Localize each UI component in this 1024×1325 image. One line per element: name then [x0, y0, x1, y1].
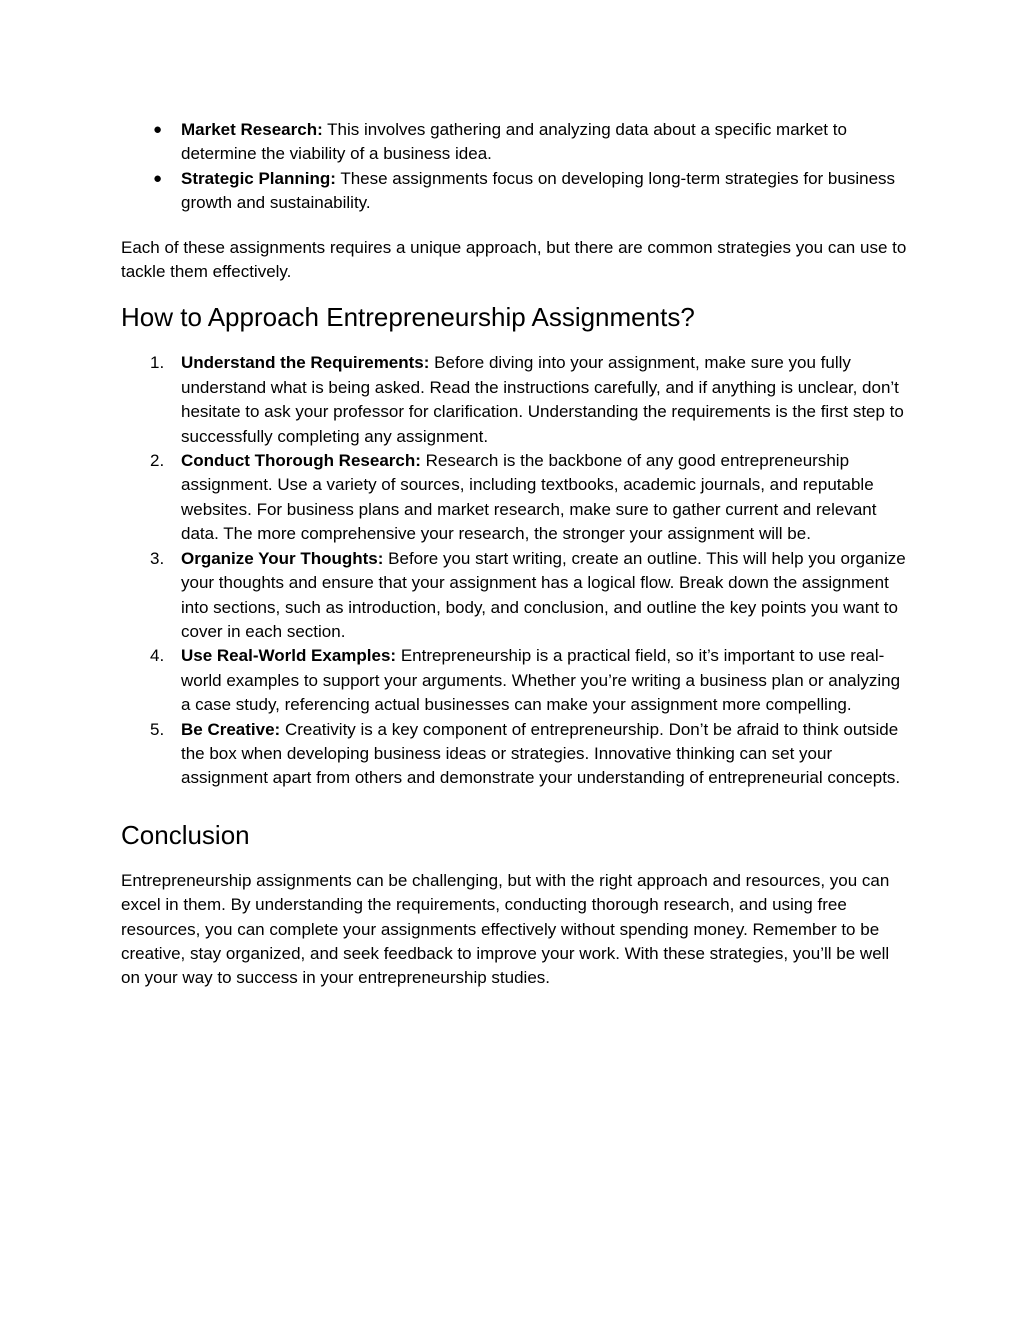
document-body: [121, 118, 911, 991]
list-number: 2.: [150, 451, 165, 471]
bullet-icon: ●: [153, 121, 163, 138]
list-item: [121, 547, 911, 645]
list-item-text: This involves gathering and analyzing data about a specific market to determine the viability of a business idea.: [181, 120, 847, 164]
list-item-text: Entrepreneurship is a practical field, so it’s important to use real-world examples to support your arguments. Whether you’re writing a business plan or analyzing a case study, referencing actual businesses can make your assignment more compelling.: [181, 646, 901, 715]
list-item-lead: Conduct Thorough Research:: [181, 451, 421, 471]
section-heading-approach: How to Approach Entrepreneurship Assignments?: [121, 302, 695, 333]
list-item: [121, 351, 911, 449]
list-number: 1.: [150, 353, 165, 373]
list-number: 4.: [150, 646, 165, 666]
list-item-text: Research is the backbone of any good entrepreneurship assignment. Use a variety of sources, including textbooks, academic journals, and reputable websites. For business plans and market research, make sure to gather current and relevant data. The more comprehensive your research, the stronger your assignment will be.: [181, 451, 877, 544]
list-number: 3.: [150, 548, 165, 568]
assignment-types-list: [121, 118, 911, 216]
list-item-text: Before you start writing, create an outline. This will help you organize your thoughts and ensure that your assignment has a logical flow. Break down the assignment into sections, such as introduction, body, and conclusion, and outline the key points you want to cover in each section.: [181, 548, 906, 641]
list-item: [121, 644, 911, 717]
intro-paragraph: Each of these assignments requires a unique approach, but there are common strategies you can use to tackle them effectively.: [121, 237, 907, 282]
list-item-lead: Market Research:: [181, 120, 323, 139]
list-item: [121, 449, 911, 547]
list-item: [121, 118, 911, 167]
list-item: [121, 718, 911, 791]
approach-steps-list: [121, 351, 911, 790]
conclusion-paragraph: Entrepreneurship assignments can be challenging, but with the right approach and resources, you can excel in them. By understanding the requirements, conducting thorough research, and using free resources, you can complete your assignments effectively without spending money. Remember to be creative, stay organized, and seek feedback to improve your work. With these strategies, you’ll be well on your way to success in your entrepreneurship studies.: [121, 870, 890, 988]
list-item-text: These assignments focus on developing long-term strategies for business growth and sustainability.: [181, 168, 896, 213]
list-item-lead: Be Creative:: [181, 719, 281, 739]
bullet-icon: ●: [153, 169, 163, 187]
list-number: 5.: [150, 719, 165, 739]
list-item-lead: Use Real-World Examples:: [181, 646, 397, 666]
list-item-lead: Understand the Requirements:: [181, 353, 430, 373]
list-item-text: Creativity is a key component of entrepreneurship. Don’t be afraid to think outside the box when developing business ideas or strategies. Innovative thinking can set your assignment apart from others and demonstrate your understanding of entrepreneurial concepts.: [181, 719, 901, 788]
list-item-lead: Strategic Planning:: [181, 168, 336, 188]
list-item-text: Before diving into your assignment, make sure you fully understand what is being asked. Read the instructions carefully, and if anything is unclear, don’t hesitate to ask your professor for clarification. Understanding the requirements is the first step to successfully completing any assignment.: [181, 353, 904, 446]
list-item: [121, 167, 911, 216]
list-item-lead: Organize Your Thoughts:: [181, 548, 384, 568]
section-heading-conclusion: Conclusion: [121, 819, 250, 850]
